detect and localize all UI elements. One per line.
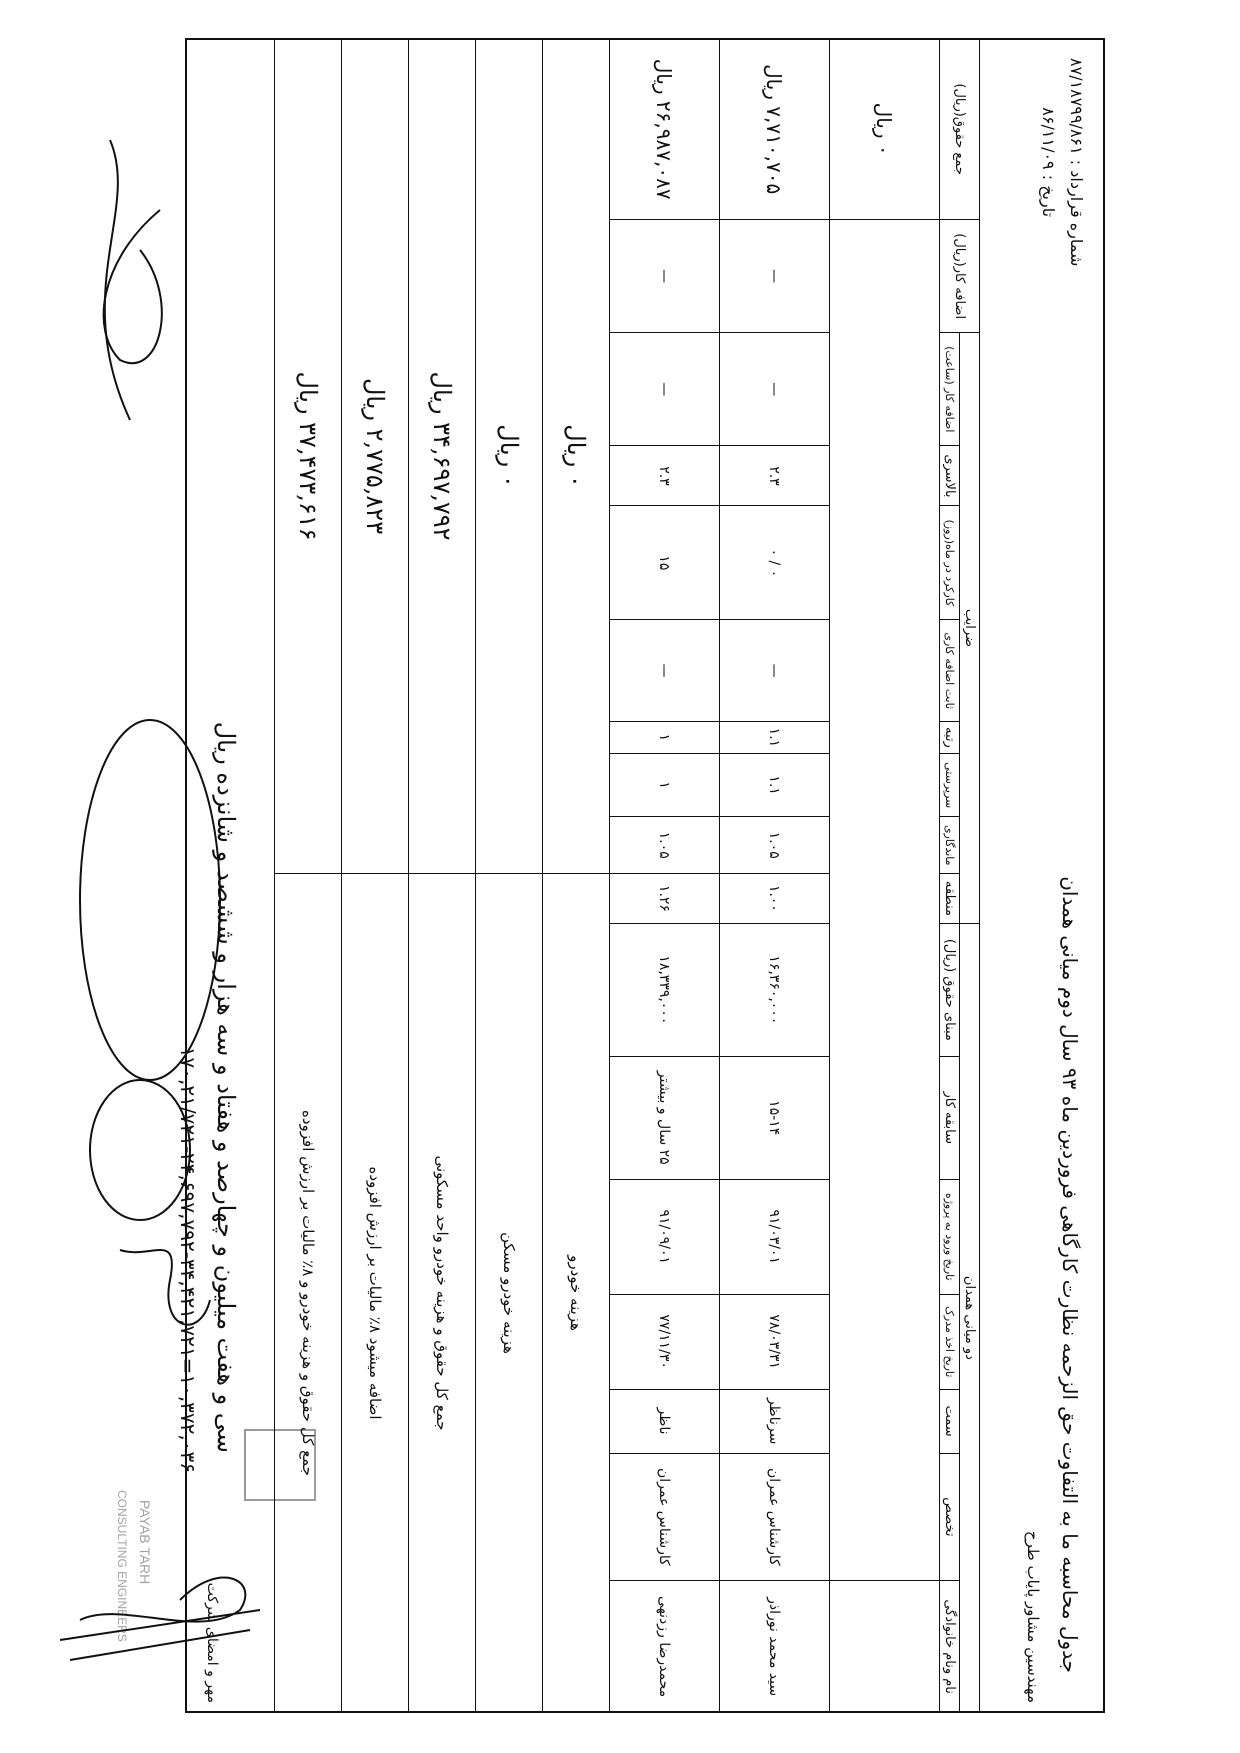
cell-rank: ۱.۱	[720, 721, 830, 753]
cell-overtime-rial: —	[610, 220, 720, 333]
cell-overtime-rial: —	[720, 220, 830, 333]
contract-date: تاریخ : ۸۶/۱۱/۰۹	[1039, 107, 1058, 218]
summary-label: هزینه خودرو مسکن	[476, 874, 543, 1713]
summary-value: ۰ ریال	[476, 39, 543, 874]
cell-name: سید محمد نوراذر	[720, 1581, 830, 1713]
cell-fixed-overtime: —	[720, 620, 830, 721]
cell-overhead: ۲.۳	[720, 446, 830, 506]
summary-row	[476, 39, 543, 1713]
handwriting-mark	[105, 140, 130, 420]
summary-row	[543, 39, 610, 1713]
summary-value: ۳۷,۴۷۳,۶۱۶ ریال	[275, 39, 342, 874]
table-row	[610, 39, 720, 1713]
cell-base-salary: ۱۸,۳۳۹,۰۰۰	[610, 923, 720, 1056]
cell-rank: ۱	[610, 721, 720, 753]
cell-fixed-overtime: —	[610, 620, 720, 721]
summary-value: ۰ ریال	[543, 39, 610, 874]
cell-supervision: ۱	[610, 753, 720, 816]
cell-degree-date: ۷۷/۱۱/۳۰	[610, 1294, 720, 1389]
cell-durability: ۱.۰۵	[720, 817, 830, 874]
col-region: منطقه	[940, 874, 960, 924]
cell-overtime-hours: —	[720, 333, 830, 446]
col-overhead: بالاسری	[940, 446, 960, 506]
contract-number: شماره قرارداد : ۸۷/۱۸۷۹۹/۸۶۱	[1067, 58, 1086, 267]
cell-name: محمدرضا رزدنهی	[610, 1581, 720, 1713]
handwriting-circle	[90, 1080, 190, 1220]
col-durability: ماندگاری	[940, 817, 960, 874]
cell-overhead: ۲.۳	[610, 446, 720, 506]
cell-degree-date: ۷۸/۰۳/۳۱	[720, 1294, 830, 1389]
svg-text:PAYAB TARH: PAYAB TARH	[137, 1500, 153, 1585]
table-row	[720, 39, 830, 1713]
contract-info	[1034, 58, 1090, 266]
col-base-salary: مبنای حقوق (ریال)	[940, 923, 960, 1056]
group-project: دو میانی همدان	[960, 923, 980, 1712]
col-total: جمع حقوق(ریال)	[940, 39, 980, 220]
cell-days-worked: ۰ / ۰	[720, 506, 830, 620]
cell-position: ناظر	[610, 1389, 720, 1453]
summary-row	[275, 39, 342, 1713]
summary-value: ۳۴,۶۹۷,۷۹۲ ریال	[409, 39, 476, 874]
svg-text:CONSULTING ENGINEERS: CONSULTING ENGINEERS	[115, 1490, 129, 1642]
cell-total: ۷,۷۱۰,۷۰۵ ریال	[720, 39, 830, 220]
cell-name	[830, 1581, 940, 1713]
cell-experience: ۱۵-۱۴	[720, 1056, 830, 1179]
consultant-name: مهندسین مشاور پایاب طرح	[1024, 1530, 1042, 1703]
summary-label: هزینه خودرو	[543, 874, 610, 1713]
cell-region: ۱.۰۰	[720, 874, 830, 924]
cell-experience: ۲۵ سال و بیشتر	[610, 1056, 720, 1179]
cell-entry-date: ۹۱/۰۹/۰۱	[610, 1179, 720, 1294]
summary-row	[342, 39, 409, 1713]
summary-row	[409, 39, 476, 1713]
col-degree-date: تاریخ اخذ مدرک	[940, 1294, 960, 1389]
amount-in-words: سی و هفت میلیون و چهارصد و هفتاد و سه هزار و ششصد و شانزده ریال	[212, 721, 240, 1453]
handwritten-sum: ۱۰,۳۷۲,۰۳۶=۱۷۰,۲۱/۷۲۱-۲۴,۶۹۷,۷۹۲-۳۴,۴۲۱,۷۲۱	[176, 1046, 200, 1473]
cell-entry-date: ۹۱/۰۳/۰۱	[720, 1179, 830, 1294]
cell-durability: ۱.۰۵	[610, 817, 720, 874]
cell-total: ۰ ریال	[830, 39, 940, 220]
cell-base-salary: ۱۶,۳۶۰,۰۰۰	[720, 923, 830, 1056]
col-rank: رتبه	[940, 721, 960, 753]
col-overtime-rial: اضافه کار(ریال)	[940, 220, 980, 333]
cell-region: ۱.۲۶	[610, 874, 720, 924]
page-title: جدول محاسبه ما به التفاوت حق الزحمه نظارت کارگاهی فروردین ماه ۹۳ سال دوم میانی همدان	[1058, 876, 1082, 1673]
summary-label: جمع کل حقوق و هزینه خودرو و ۸٪ مالیات بر ارزش افزوده	[275, 874, 342, 1713]
cell-supervision: ۱.۱	[720, 753, 830, 816]
cell-specialty: کارشناس عمران	[720, 1453, 830, 1581]
table-row	[830, 39, 940, 1713]
summary-label: جمع کل حقوق و هزینه خودرو واحد مسکونی	[409, 874, 476, 1713]
col-fixed-overtime: ثابت اضافه کاری	[940, 620, 960, 721]
col-overtime-hours: اضافه کار (ساعت)	[940, 333, 960, 446]
rotated-document	[176, 38, 1100, 1713]
col-days-worked: کارکرد در ماه(روز)	[940, 506, 960, 620]
cell-specialty: کارشناس عمران	[610, 1453, 720, 1581]
cell-position: سرناظر	[720, 1389, 830, 1453]
cell-days-worked: ۱۵	[610, 506, 720, 620]
cell-overtime-hours: —	[610, 333, 720, 446]
document-header	[1020, 38, 1100, 1713]
salary-table	[274, 38, 980, 1713]
col-name: نام ونام خانوادگی	[940, 1581, 960, 1713]
col-position: سمت	[940, 1389, 960, 1453]
col-supervision: سرپرستی	[940, 753, 960, 816]
col-entry-date: تاریخ ورود به پروژه	[940, 1179, 960, 1294]
group-coefficients: ضرایب	[960, 333, 980, 924]
col-experience: سابقه کار	[940, 1056, 960, 1179]
cell-total: ۲۶,۹۸۷,۰۸۷ ریال	[610, 39, 720, 220]
summary-value: ۲,۷۷۵,۸۲۳ ریال	[342, 39, 409, 874]
signature-label: مهر و امضای شرکت	[204, 1582, 220, 1703]
col-specialty: تخصص	[940, 1453, 960, 1581]
summary-label: اضافه میشود ۸٪ مالیات بر ارزش افزوده	[342, 874, 409, 1713]
